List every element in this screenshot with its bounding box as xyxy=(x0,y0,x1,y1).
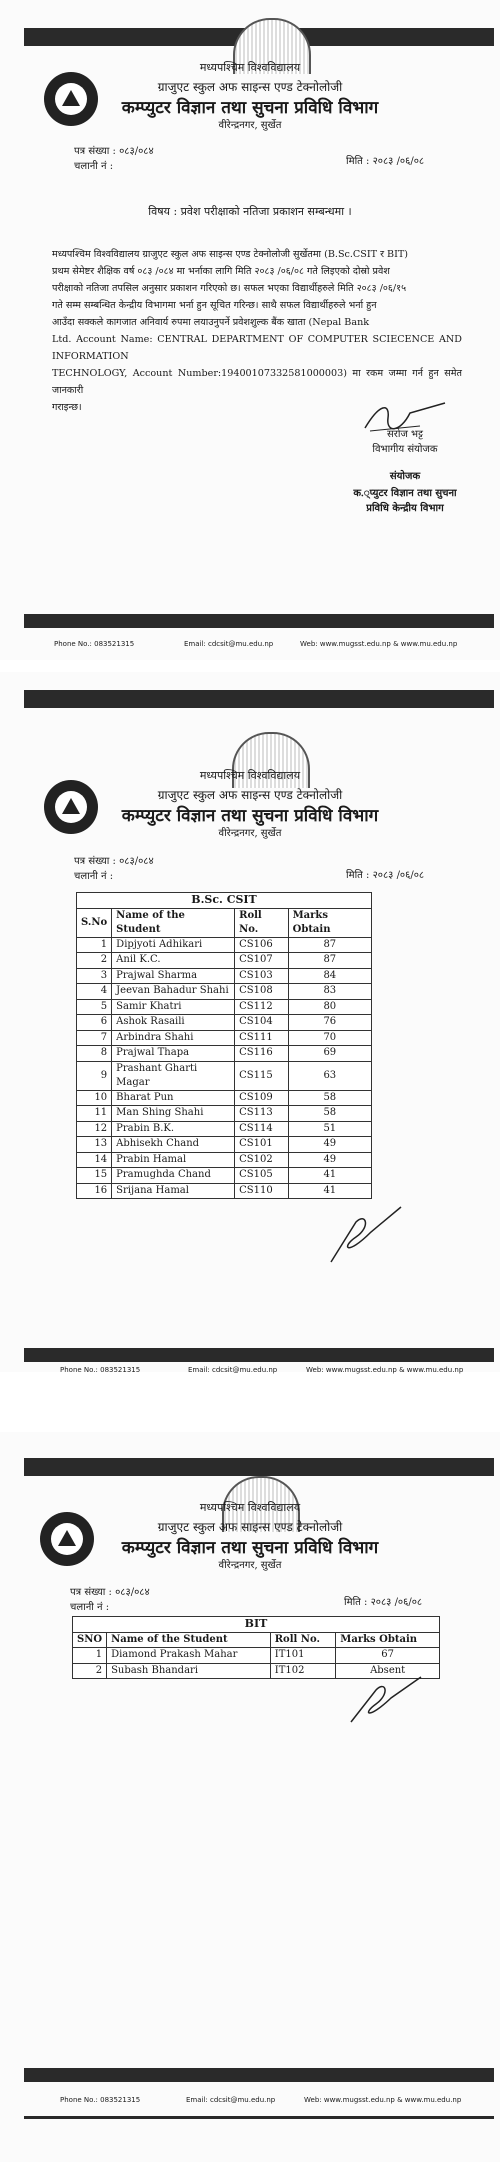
roll-number-cell: CS114 xyxy=(235,1121,288,1137)
ref-number: पत्र संख्या : ०८३/०८४ xyxy=(74,146,154,157)
footer-rule xyxy=(24,2116,494,2119)
serial-cell: 11 xyxy=(77,1106,112,1122)
footer-bar xyxy=(24,614,494,628)
serial-cell: 6 xyxy=(77,1015,112,1031)
footer-web: Web: www.mugsst.edu.np & www.mu.edu.np xyxy=(306,1366,464,1374)
roll-number-cell: CS109 xyxy=(235,1090,288,1106)
marks-cell: 69 xyxy=(288,1046,371,1062)
marks-cell: 67 xyxy=(336,1648,440,1664)
col-header: Name of the Student xyxy=(112,908,235,937)
university-name: मध्यपश्चिम विश्वविद्यालय xyxy=(199,1501,301,1514)
table-row xyxy=(77,1152,372,1168)
footer-web: Web: www.mugsst.edu.np & www.mu.edu.np xyxy=(300,640,458,648)
col-header: Roll No. xyxy=(235,908,288,937)
student-name-cell: Bharat Pun xyxy=(112,1090,235,1106)
letter-body xyxy=(52,246,462,416)
footer-bar xyxy=(24,2068,494,2082)
student-name-cell: Subash Bhandari xyxy=(107,1663,271,1679)
address: वीरेन्द्रनगर, सुर्खेत xyxy=(218,1560,282,1571)
table-row xyxy=(77,1106,372,1122)
signature-2 xyxy=(326,1202,406,1272)
coordinator-line-2: प्रविधि केन्द्रीय विभाग xyxy=(366,503,444,514)
student-name-cell: Anil K.C. xyxy=(112,953,235,969)
roll-number-cell: IT101 xyxy=(270,1648,336,1664)
roll-number-cell: CS103 xyxy=(235,968,288,984)
csit-table-body xyxy=(77,937,372,1199)
university-name: मध्यपश्चिम विश्वविद्यालय xyxy=(199,61,301,74)
col-header: Roll No. xyxy=(270,1632,336,1648)
roll-number-cell: CS116 xyxy=(235,1046,288,1062)
table-row xyxy=(77,999,372,1015)
col-header: SNO xyxy=(73,1632,107,1648)
student-name-cell: Jeevan Bahadur Shahi xyxy=(112,984,235,1000)
serial-cell: 4 xyxy=(77,984,112,1000)
serial-cell: 10 xyxy=(77,1090,112,1106)
marks-cell: 49 xyxy=(288,1137,371,1153)
bit-results-table xyxy=(72,1616,440,1679)
marks-cell: 49 xyxy=(288,1152,371,1168)
department-name: कम्प्युटर विज्ञान तथा सुचना प्रविधि विभाग xyxy=(121,806,379,826)
footer-bar xyxy=(24,1348,494,1362)
marks-cell: 70 xyxy=(288,1030,371,1046)
dispatch-number: चलानी नं : xyxy=(74,871,114,882)
serial-cell: 7 xyxy=(77,1030,112,1046)
notice-page-2 xyxy=(0,672,500,1372)
student-name-cell: Samir Khatri xyxy=(112,999,235,1015)
marks-cell: 51 xyxy=(288,1121,371,1137)
student-name-cell: Arbindra Shahi xyxy=(112,1030,235,1046)
student-name-cell: Srijana Hamal xyxy=(112,1183,235,1199)
footer-email: Email: cdcsit@mu.edu.np xyxy=(188,1366,278,1374)
roll-number-cell: CS106 xyxy=(235,937,288,953)
roll-number-cell: CS110 xyxy=(235,1183,288,1199)
letter-date: मिति : २०८३ /०६/०८ xyxy=(344,1597,423,1608)
marks-cell: 83 xyxy=(288,984,371,1000)
body-line: आउँदा सक्कले कागजात अनिवार्य रुपमा लयाउनुपर्ने प्रवेशशुल्क बैंक खाता (Nepal Bank xyxy=(52,317,370,328)
student-name-cell: Prabin Hamal xyxy=(112,1152,235,1168)
university-name: मध्यपश्चिम विश्वविद्यालय xyxy=(199,769,301,782)
roll-number-cell: CS112 xyxy=(235,999,288,1015)
table-row xyxy=(77,1015,372,1031)
roll-number-cell: CS104 xyxy=(235,1015,288,1031)
body-line: गते सम्म सम्बन्धित केन्द्रीय विभागमा भर्ना हुन सूचित गरिन्छ। साथै सफल विद्यार्थीहरुले भर्ना हुन xyxy=(52,300,377,311)
body-line: TECHNOLOGY, Account Number:19400107332581000003) मा रकम जम्मा गर्न हुन समेत जानकारी xyxy=(52,368,462,396)
student-name-cell: Prashant Gharti Magar xyxy=(112,1061,235,1090)
roll-number-cell: CS108 xyxy=(235,984,288,1000)
marks-cell: 84 xyxy=(288,968,371,984)
marks-cell: 41 xyxy=(288,1183,371,1199)
marks-cell: 76 xyxy=(288,1015,371,1031)
notice-page-3 xyxy=(0,1432,500,2162)
marks-cell: 87 xyxy=(288,953,371,969)
table-row xyxy=(77,1046,372,1062)
school-name: ग्राजुएट स्कुल अफ साइन्स एण्ड टेक्नोलोजी xyxy=(157,80,343,94)
table-row xyxy=(77,1121,372,1137)
footer-phone: Phone No.: 083521315 xyxy=(54,640,135,648)
body-line: प्रथम सेमेष्टर शैक्षिक वर्ष ०८३ /०८४ मा भर्नाका लागि मिति २०८३ /०६/०८ गते लिइएको दोस्रो प्रवेश xyxy=(52,266,390,277)
signature-3 xyxy=(346,1672,426,1732)
footer-phone: Phone No.: 083521315 xyxy=(60,2096,141,2104)
body-line: Ltd. Account Name: CENTRAL DEPARTMENT OF COMPUTER SCIECENCE AND INFORMATION xyxy=(52,334,462,362)
ref-number: पत्र संख्या : ०८३/०८४ xyxy=(74,856,154,867)
table-title: B.Sc. CSIT xyxy=(77,893,372,909)
serial-cell: 5 xyxy=(77,999,112,1015)
student-name-cell: Diamond Prakash Mahar xyxy=(107,1648,271,1664)
roll-number-cell: CS101 xyxy=(235,1137,288,1153)
student-name-cell: Abhisekh Chand xyxy=(112,1137,235,1153)
marks-cell: 87 xyxy=(288,937,371,953)
marks-cell: 41 xyxy=(288,1168,371,1184)
roll-number-cell: CS102 xyxy=(235,1152,288,1168)
col-header: S.No xyxy=(77,908,112,937)
col-header: Marks Obtain xyxy=(336,1632,440,1648)
table-row xyxy=(77,968,372,984)
signer-name: सरोज भट्ट xyxy=(387,429,423,440)
serial-cell: 1 xyxy=(73,1648,107,1664)
student-name-cell: Pramughda Chand xyxy=(112,1168,235,1184)
col-header: Marks Obtain xyxy=(288,908,371,937)
notice-page-1 xyxy=(0,0,500,660)
table-row xyxy=(73,1648,440,1664)
student-name-cell: Prajwal Sharma xyxy=(112,968,235,984)
dispatch-number: चलानी नं : xyxy=(70,1602,110,1613)
col-header: Name of the Student xyxy=(107,1632,271,1648)
student-name-cell: Prabin B.K. xyxy=(112,1121,235,1137)
serial-cell: 3 xyxy=(77,968,112,984)
address: वीरेन्द्रनगर, सुर्खेत xyxy=(218,120,282,131)
letter-date: मिति : २०८३ /०६/०८ xyxy=(346,870,425,881)
dispatch-number: चलानी नं : xyxy=(74,161,114,172)
table-row xyxy=(77,1183,372,1199)
letter-subject: विषय : प्रवेश परीक्षाको नतिजा प्रकाशन सम्बन्धमा । xyxy=(148,205,352,218)
table-row xyxy=(77,984,372,1000)
body-line: गराइन्छ। xyxy=(52,402,82,413)
ref-number: पत्र संख्या : ०८३/०८४ xyxy=(70,1587,150,1598)
student-name-cell: Prajwal Thapa xyxy=(112,1046,235,1062)
roll-number-cell: CS113 xyxy=(235,1106,288,1122)
department-name: कम्प्युटर विज्ञान तथा सुचना प्रविधि विभाग xyxy=(121,1538,379,1558)
marks-cell: 58 xyxy=(288,1090,371,1106)
roll-number-cell: CS111 xyxy=(235,1030,288,1046)
school-name: ग्राजुएट स्कुल अफ साइन्स एण्ड टेक्नोलोजी xyxy=(157,788,343,802)
table-row xyxy=(77,1137,372,1153)
footer-email: Email: cdcsit@mu.edu.np xyxy=(184,640,274,648)
serial-cell: 2 xyxy=(73,1663,107,1679)
roll-number-cell: CS105 xyxy=(235,1168,288,1184)
student-name-cell: Man Shing Shahi xyxy=(112,1106,235,1122)
marks-cell: Absent xyxy=(336,1663,440,1679)
footer-web: Web: www.mugsst.edu.np & www.mu.edu.np xyxy=(304,2096,462,2104)
serial-cell: 8 xyxy=(77,1046,112,1062)
table-row xyxy=(77,953,372,969)
table-row xyxy=(77,1090,372,1106)
marks-cell: 63 xyxy=(288,1061,371,1090)
body-line: मध्यपश्चिम विश्वविद्यालय ग्राजुएट स्कुल अफ साइन्स एण्ड टेक्नोलोजी सुर्खेतमा (B.Sc.CSIT र BIT) xyxy=(52,249,409,260)
serial-cell: 12 xyxy=(77,1121,112,1137)
coordinator-line-1: क.्प्युटर विज्ञान तथा सुचना xyxy=(353,488,457,499)
coordinator-title: संयोजक xyxy=(389,471,421,482)
body-line: परीक्षाको नतिजा तपसिल अनुसार प्रकाशन गरिएको छ। सफल भएका विद्यार्थीहरुले मिति २०८३ /०६/१५ xyxy=(52,283,407,294)
header-bar xyxy=(24,1458,494,1476)
serial-cell: 2 xyxy=(77,953,112,969)
serial-cell: 1 xyxy=(77,937,112,953)
table-row xyxy=(77,1030,372,1046)
table-row xyxy=(77,1061,372,1090)
roll-number-cell: IT102 xyxy=(270,1663,336,1679)
student-name-cell: Dipjyoti Adhikari xyxy=(112,937,235,953)
serial-cell: 9 xyxy=(77,1061,112,1090)
department-name: कम्प्युटर विज्ञान तथा सुचना प्रविधि विभाग xyxy=(121,98,379,118)
student-name-cell: Ashok Rasaili xyxy=(112,1015,235,1031)
csit-results-table xyxy=(76,892,372,1199)
footer-phone: Phone No.: 083521315 xyxy=(60,1366,141,1374)
table-row xyxy=(77,937,372,953)
serial-cell: 13 xyxy=(77,1137,112,1153)
serial-cell: 16 xyxy=(77,1183,112,1199)
signer-role: विभागीय संयोजक xyxy=(372,444,438,455)
roll-number-cell: CS115 xyxy=(235,1061,288,1090)
serial-cell: 15 xyxy=(77,1168,112,1184)
footer-email: Email: cdcsit@mu.edu.np xyxy=(186,2096,276,2104)
roll-number-cell: CS107 xyxy=(235,953,288,969)
address: वीरेन्द्रनगर, सुर्खेत xyxy=(218,828,282,839)
school-name: ग्राजुएट स्कुल अफ साइन्स एण्ड टेक्नोलोजी xyxy=(157,1520,343,1534)
table-row xyxy=(77,1168,372,1184)
serial-cell: 14 xyxy=(77,1152,112,1168)
marks-cell: 80 xyxy=(288,999,371,1015)
letter-date: मिति : २०८३ /०६/०८ xyxy=(346,156,425,167)
marks-cell: 58 xyxy=(288,1106,371,1122)
table-title: BIT xyxy=(73,1617,440,1633)
header-bar xyxy=(24,690,494,708)
